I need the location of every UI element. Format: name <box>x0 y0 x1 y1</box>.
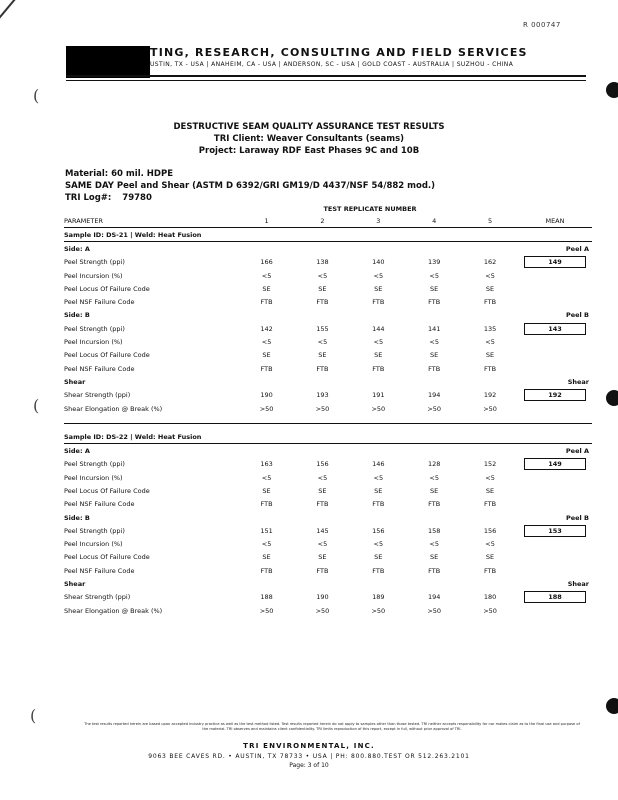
value-cell: FTB <box>260 566 273 575</box>
value-cell: <5 <box>373 338 384 347</box>
mean-value: 188 <box>524 591 586 603</box>
binding-mark: ( <box>33 396 40 415</box>
report-title: DESTRUCTIVE SEAM QUALITY ASSURANCE TEST RESULTS <box>173 122 445 132</box>
value-cell: <5 <box>429 271 439 280</box>
value-cell: SE <box>485 486 495 495</box>
parameter-name: Peel Locus Of Failure Code <box>64 351 150 360</box>
column-header: 4 <box>406 215 462 228</box>
value-cell: FTB <box>372 298 385 307</box>
parameter-name: Peel NSF Failure Code <box>64 500 135 509</box>
value-cell: 193 <box>316 391 329 400</box>
value-cell: SE <box>430 284 439 293</box>
value-cell: 156 <box>372 526 385 535</box>
value-cell: SE <box>318 284 327 293</box>
value-cell: SE <box>262 351 271 360</box>
mean-value: 192 <box>524 389 586 401</box>
value-cell: <5 <box>485 338 495 347</box>
parameter-name: Shear Elongation @ Break (%) <box>64 404 163 413</box>
redaction-block <box>66 46 150 78</box>
table-row <box>64 402 592 415</box>
column-header: 2 <box>294 215 350 228</box>
column-header: MEAN <box>518 215 592 228</box>
table-row <box>64 498 592 511</box>
table-row <box>64 269 592 282</box>
value-cell: SE <box>430 553 439 562</box>
value-cell: FTB <box>260 298 273 307</box>
value-cell: <5 <box>317 540 328 549</box>
table-row <box>64 295 592 308</box>
value-cell: 135 <box>483 324 497 333</box>
value-cell: 190 <box>260 391 273 400</box>
value-cell: >50 <box>259 606 274 615</box>
side-label: Side: A <box>64 244 90 253</box>
table-row <box>64 591 592 604</box>
footer-address: 9063 BEE CAVES RD. • AUSTIN, TX 78733 • USA | PH: 800.880.TEST OR 512.263.2101 <box>148 753 470 760</box>
value-cell: 191 <box>372 391 385 400</box>
punch-hole <box>606 698 618 714</box>
value-cell: 144 <box>372 324 385 333</box>
value-cell: <5 <box>317 271 328 280</box>
value-cell: 146 <box>372 460 385 469</box>
value-cell: FTB <box>316 500 329 509</box>
parameter-name: Peel Strength (ppi) <box>64 258 125 267</box>
mean-value: 143 <box>524 323 586 335</box>
value-cell: <5 <box>373 271 384 280</box>
mean-label: Peel A <box>565 244 589 253</box>
side-row <box>64 511 592 524</box>
value-cell: SE <box>318 486 327 495</box>
parameter-name: Peel Strength (ppi) <box>64 324 125 333</box>
value-cell: <5 <box>429 338 439 347</box>
value-cell: >50 <box>259 404 274 413</box>
column-header: PARAMETER <box>64 215 239 228</box>
parameter-name: Peel Incursion (%) <box>64 338 123 347</box>
value-cell: 138 <box>316 258 329 267</box>
document-id: R 000747 <box>523 21 561 29</box>
value-cell: 162 <box>483 258 497 267</box>
table-row <box>64 389 592 402</box>
value-cell: SE <box>430 351 439 360</box>
value-cell: <5 <box>317 473 328 482</box>
column-header: 5 <box>462 215 518 228</box>
value-cell: SE <box>374 486 383 495</box>
value-cell: SE <box>318 553 327 562</box>
value-cell: FTB <box>372 566 385 575</box>
value-cell: FTB <box>428 566 441 575</box>
column-header: 1 <box>239 215 295 228</box>
value-cell: SE <box>430 486 439 495</box>
value-cell: SE <box>374 284 383 293</box>
parameter-name: Peel Incursion (%) <box>64 540 123 549</box>
mean-value: 153 <box>524 525 586 537</box>
value-cell: >50 <box>427 606 442 615</box>
value-cell: <5 <box>485 473 495 482</box>
mean-label: Shear <box>567 580 589 589</box>
value-cell: SE <box>374 351 383 360</box>
value-cell: FTB <box>316 566 329 575</box>
log-line <box>65 193 152 203</box>
table-row <box>64 538 592 551</box>
value-cell: 139 <box>427 258 441 267</box>
value-cell: 189 <box>372 593 385 602</box>
footer-company: TRI ENVIRONMENTAL, INC. <box>243 742 375 750</box>
mean-label: Peel B <box>565 311 589 320</box>
value-cell: FTB <box>484 298 497 307</box>
value-cell: 152 <box>483 460 497 469</box>
page-number: Page: 3 of 10 <box>289 762 329 769</box>
value-cell: SE <box>485 284 495 293</box>
value-cell: SE <box>485 553 495 562</box>
parameter-name: Peel Strength (ppi) <box>64 460 125 469</box>
value-cell: 140 <box>372 258 385 267</box>
value-cell: <5 <box>261 271 272 280</box>
side-row <box>64 309 592 322</box>
value-cell: 145 <box>316 526 329 535</box>
side-row <box>64 577 592 590</box>
parameter-name: Shear Elongation @ Break (%) <box>64 606 163 615</box>
table-row <box>64 322 592 335</box>
value-cell: 141 <box>427 324 441 333</box>
value-cell: <5 <box>485 540 495 549</box>
value-cell: >50 <box>371 404 386 413</box>
binding-mark: ( <box>33 86 40 105</box>
value-cell: SE <box>262 553 271 562</box>
value-cell: FTB <box>260 364 273 373</box>
material-line: Material: 60 mil. HDPE <box>65 169 174 179</box>
value-cell: SE <box>374 553 383 562</box>
value-cell: 156 <box>316 460 329 469</box>
sample-header-row <box>64 430 592 444</box>
results-table <box>64 215 592 617</box>
footer-disclaimer: The test results reported herein are based upon accepted industry practice as well as the test method listed. Test results reported herein do not apply to samples other than those tested. TRI neither accepts responsibility for nor makes claim as to the final use and purpose of the material. TRI observes and maintains client confidentiality. TRI limits reproduction of this report, except in full, without prior approval of TRI. <box>84 722 580 731</box>
table-row <box>64 604 592 617</box>
log-number: 79780 <box>122 193 152 203</box>
binding-mark: ( <box>30 706 37 725</box>
log-label: TRI Log#: <box>65 193 112 203</box>
method-line: SAME DAY Peel and Shear (ASTM D 6392/GRI GM19/D 4437/NSF 54/882 mod.) <box>65 181 436 191</box>
value-cell: 156 <box>483 526 497 535</box>
side-label: Side: B <box>64 513 90 522</box>
mean-label: Peel B <box>565 513 589 522</box>
value-cell: 192 <box>483 391 497 400</box>
letterhead-locations: USTIN, TX - USA | ANAHEIM, CA - USA | ANDERSON, SC - USA | GOLD COAST - AUSTRALIA | SUZHOU - CHINA <box>150 61 514 68</box>
value-cell: FTB <box>428 298 441 307</box>
value-cell: 163 <box>260 460 273 469</box>
letterhead-rule-thin <box>66 80 586 81</box>
value-cell: FTB <box>484 500 497 509</box>
side-label: Side: B <box>64 311 90 320</box>
value-cell: SE <box>485 351 495 360</box>
parameter-name: Peel NSF Failure Code <box>64 364 135 373</box>
value-cell: <5 <box>485 271 495 280</box>
value-cell: FTB <box>372 364 385 373</box>
value-cell: FTB <box>372 500 385 509</box>
value-cell: 128 <box>427 460 441 469</box>
value-cell: 142 <box>260 324 273 333</box>
value-cell: <5 <box>429 540 439 549</box>
value-cell: <5 <box>317 338 328 347</box>
punch-hole <box>606 390 618 406</box>
value-cell: 194 <box>427 391 441 400</box>
value-cell: FTB <box>316 364 329 373</box>
letterhead-services: TING, RESEARCH, CONSULTING AND FIELD SERVICES <box>150 46 528 59</box>
value-cell: <5 <box>429 473 439 482</box>
value-cell: <5 <box>261 338 272 347</box>
mean-label: Peel A <box>565 447 589 456</box>
value-cell: 166 <box>260 258 273 267</box>
value-cell: FTB <box>428 500 441 509</box>
value-cell: >50 <box>483 606 497 615</box>
value-cell: FTB <box>260 500 273 509</box>
parameter-name: Peel NSF Failure Code <box>64 298 135 307</box>
parameter-name: Shear Strength (ppi) <box>64 391 131 400</box>
table-row <box>64 484 592 497</box>
table-row <box>64 349 592 362</box>
value-cell: <5 <box>373 473 384 482</box>
value-cell: >50 <box>427 404 442 413</box>
value-cell: SE <box>262 486 271 495</box>
shear-label: Shear <box>64 377 86 386</box>
value-cell: 194 <box>427 593 441 602</box>
value-cell: <5 <box>261 473 272 482</box>
parameter-name: Peel Incursion (%) <box>64 271 123 280</box>
table-row <box>64 335 592 348</box>
client-line: TRI Client: Weaver Consultants (seams) <box>213 134 405 144</box>
table-row <box>64 564 592 577</box>
table-row <box>64 362 592 375</box>
project-line: Project: Laraway RDF East Phases 9C and 10B <box>198 146 420 156</box>
side-row <box>64 242 592 256</box>
side-label: Side: A <box>64 447 90 456</box>
value-cell: FTB <box>484 364 497 373</box>
mean-value: 149 <box>524 458 586 470</box>
parameter-name: Peel NSF Failure Code <box>64 566 135 575</box>
parameter-name: Peel Strength (ppi) <box>64 526 125 535</box>
sample-header-row <box>64 228 592 242</box>
table-row <box>64 458 592 471</box>
column-header-row <box>64 215 592 228</box>
value-cell: 158 <box>427 526 441 535</box>
value-cell: 151 <box>260 526 273 535</box>
value-cell: FTB <box>484 566 497 575</box>
section-divider <box>64 415 592 424</box>
table-row <box>64 551 592 564</box>
shear-label: Shear <box>64 580 86 589</box>
value-cell: >50 <box>371 606 386 615</box>
value-cell: FTB <box>428 364 441 373</box>
parameter-name: Shear Strength (ppi) <box>64 593 131 602</box>
value-cell: >50 <box>483 404 497 413</box>
value-cell: SE <box>318 351 327 360</box>
value-cell: 155 <box>316 324 329 333</box>
value-cell: FTB <box>316 298 329 307</box>
mean-value: 149 <box>524 256 586 268</box>
side-row <box>64 444 592 458</box>
parameter-name: Peel Locus Of Failure Code <box>64 486 150 495</box>
value-cell: SE <box>262 284 271 293</box>
side-row <box>64 375 592 388</box>
parameter-name: Peel Incursion (%) <box>64 473 123 482</box>
parameter-name: Peel Locus Of Failure Code <box>64 284 150 293</box>
value-cell: 190 <box>316 593 329 602</box>
value-cell: >50 <box>315 606 330 615</box>
value-cell: 180 <box>483 593 497 602</box>
parameter-name: Peel Locus Of Failure Code <box>64 553 150 562</box>
letterhead-rule <box>66 75 586 77</box>
scan-mark-line <box>0 0 20 26</box>
sample-id: Sample ID: DS-22 | Weld: Heat Fusion <box>64 430 592 444</box>
value-cell: >50 <box>315 404 330 413</box>
value-cell: 188 <box>260 593 273 602</box>
replicate-header: TEST REPLICATE NUMBER <box>323 205 417 213</box>
table-row <box>64 256 592 269</box>
punch-hole <box>606 82 618 98</box>
table-row <box>64 471 592 484</box>
column-header: 3 <box>350 215 406 228</box>
sample-id: Sample ID: DS-21 | Weld: Heat Fusion <box>64 228 592 242</box>
table-row <box>64 524 592 537</box>
table-row <box>64 282 592 295</box>
mean-label: Shear <box>567 377 589 386</box>
value-cell: <5 <box>373 540 384 549</box>
value-cell: <5 <box>261 540 272 549</box>
